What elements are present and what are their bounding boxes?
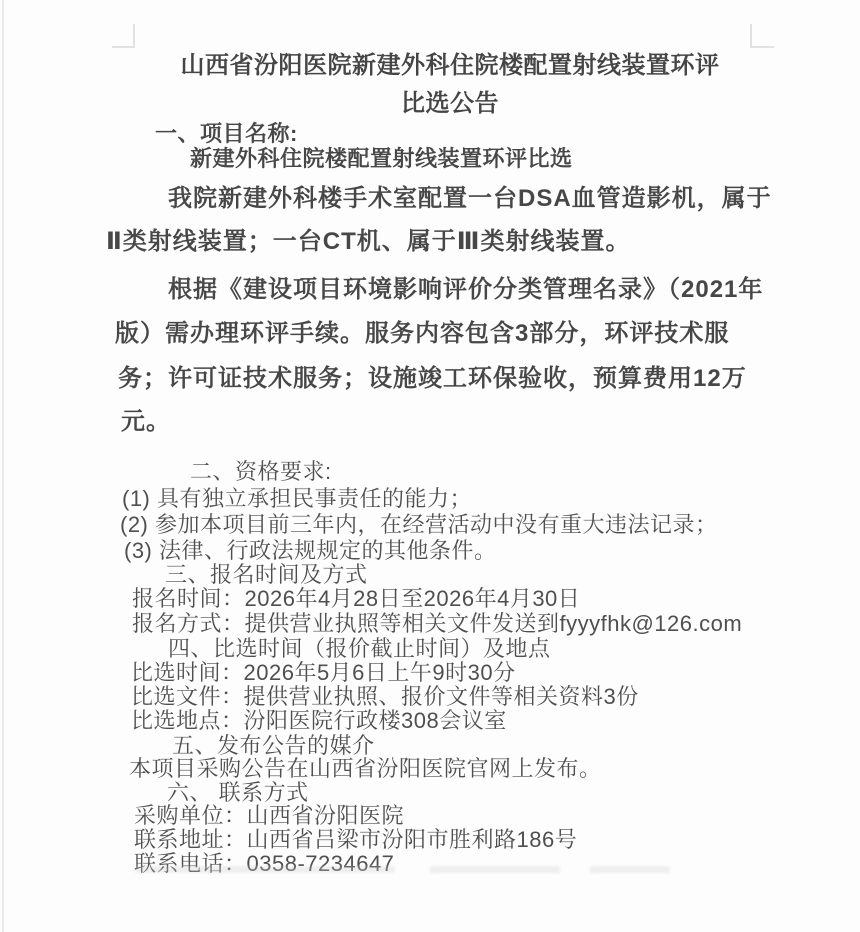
section-4-heading: 四、比选时间（报价截止时间）及地点	[168, 636, 551, 661]
project-name: 新建外科住院楼配置射线装置环评比选	[190, 146, 573, 171]
project-paragraph-2-line-1: 根据《建设项目环境影响评价分类管理名录》（2021年	[168, 276, 764, 303]
contact-phone: 联系电话：0358-7234647	[134, 851, 395, 876]
contact-address: 联系地址：山西省吕梁市汾阳市胜利路186号	[134, 827, 578, 852]
section-2-heading: 二、资格要求:	[190, 459, 332, 484]
selection-files: 比选文件：提供营业执照、报价文件等相关资料3份	[131, 684, 639, 709]
selection-place: 比选地点：汾阳医院行政楼308会议室	[131, 708, 507, 733]
text-boundary-mark-top-left	[112, 24, 135, 48]
section-1-heading: 一、项目名称:	[155, 121, 298, 146]
section-6-heading: 六、 联系方式	[167, 780, 309, 805]
project-paragraph-2-line-4: 元。	[121, 408, 171, 435]
ghost-text-smudge	[590, 866, 670, 873]
ghost-text-smudge	[135, 866, 395, 873]
document-title-line-1: 山西省汾阳医院新建外科住院楼配置射线装置环评	[180, 52, 720, 79]
section-3-heading: 三、报名时间及方式	[165, 562, 368, 587]
project-paragraph-1-line-1: 我院新建外科楼手术室配置一台DSA血管造影机，属于	[168, 185, 772, 212]
page-edge-line	[2, 0, 4, 932]
document-title-line-2: 比选公告	[401, 90, 499, 117]
qualification-item-1: (1) 具有独立承担民事责任的能力；	[122, 486, 473, 511]
ghost-text-smudge	[430, 866, 560, 873]
project-paragraph-2-line-3: 务；许可证技术服务；设施竣工环保验收，预算费用12万	[118, 365, 747, 392]
project-paragraph-2-line-2: 版）需办理环评手续。服务内容包含3部分，环评技术服	[115, 320, 730, 347]
media-content: 本项目采购公告在山西省汾阳医院官网上发布。	[129, 756, 602, 781]
contact-unit: 采购单位：山西省汾阳医院	[134, 803, 405, 828]
text-boundary-mark-top-right	[750, 24, 774, 48]
registration-time: 报名时间：2026年4月28日至2026年4月30日	[132, 586, 581, 611]
qualification-item-3: (3) 法律、行政法规规定的其他条件。	[124, 538, 497, 563]
selection-time: 比选时间：2026年5月6日上午9时30分	[131, 660, 516, 685]
qualification-item-2: (2) 参加本项目前三年内，在经营活动中没有重大违法记录；	[120, 512, 718, 537]
section-5-heading: 五、发布公告的媒介	[172, 733, 375, 758]
registration-method: 报名方式：提供营业执照等相关文件发送到fyyyfhk@126.com	[132, 611, 743, 636]
project-paragraph-1-line-2: Ⅱ类射线装置；一台CT机、属于Ⅲ类射线装置。	[106, 228, 631, 255]
